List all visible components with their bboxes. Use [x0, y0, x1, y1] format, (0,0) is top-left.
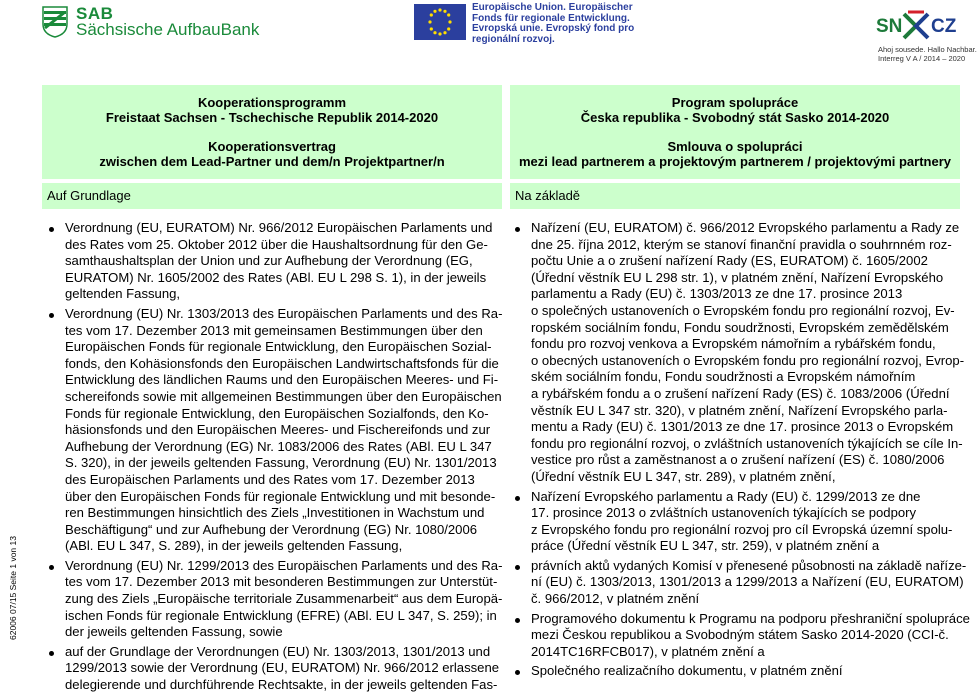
legal-basis-item-de	[42, 643, 500, 694]
sncz-tagline	[878, 46, 977, 63]
list-item-line: delegierende und durchführende Rechtsakte, in der jeweils geltenden Fas-	[65, 677, 498, 693]
list-item-line: Fonds für regionale Entwicklung, den Europäischen Sozialfonds, den Ko-	[65, 405, 489, 421]
list-item-line: Europäischen Fonds für regionale Entwicklung, den Europäischen Sozial-	[65, 339, 492, 355]
list-item-line: der jeweils geltenden Fassung, sowie	[65, 624, 283, 640]
legal-basis-item-cz	[508, 220, 965, 486]
list-item-line: Verordnung (EU) Nr. 1299/2013 des Europäischen Parlaments und des Ra-	[65, 557, 503, 573]
list-item-line: geltenden Fassung,	[65, 286, 181, 302]
list-item-line: Nařízení (EU, EURATOM) č. 966/2012 Evropského parlamentu a Rady ze	[531, 220, 960, 235]
sab-logo	[42, 6, 262, 40]
list-item-line: Verordnung (EU) Nr. 1303/2013 des Europäischen Parlaments und des Ra-	[65, 305, 503, 321]
legal-basis-item-de	[42, 305, 503, 555]
list-item-line: počtu Unie a o zrušení nařízení Rady (ES, EURATOM) č. 1605/2002	[531, 253, 928, 269]
sncz-tagline-line: Interreg V A / 2014 – 2020	[878, 53, 966, 63]
sncz-sn-text: SN	[876, 16, 903, 37]
sncz-cz-text: CZ	[931, 16, 957, 37]
list-item-line: z Evropského fondu pro regionální rozvoj pro cíl Evropská územní spolu-	[531, 521, 953, 537]
list-item-line: des Europäischen Parlaments und des Rates vom 17. Dezember 2013	[65, 471, 475, 487]
list-item-line: Entwicklung des ländlichen Raums und den Europäischen Meeres- und Fi-	[65, 372, 499, 388]
list-item-line: S. 320), in der jeweils geltenden Fassung, Verordnung (EU) Nr. 1301/2013	[65, 455, 497, 471]
interreg-sn-cz-logo	[876, 8, 977, 64]
section-heading-cz: Na základě	[510, 183, 960, 209]
list-item-line: mezi Českou republikou a Svobodným státem Sasko 2014-2020 (CCI-č.	[531, 627, 949, 643]
list-item-line: a rybářském fondu a o zrušení nařízení Rady (ES) č. 1083/2006 (Úřední	[531, 385, 950, 401]
list-item-line: věstník EU L 347 str. 320), v platném znění, Nařízení Evropského parla-	[531, 402, 948, 418]
eu-logo-line: Evropská unie. Evropský fond pro	[472, 23, 635, 34]
sncz-tagline-line: Ahoj sousede. Hallo Nachbar.	[878, 45, 977, 54]
list-item-line: fonds, den Kohäsionsfonds den Europäischen Landwirtschaftsfonds für die	[65, 355, 499, 371]
sab-logo-title: SAB	[76, 4, 114, 23]
eu-flag-icon	[414, 4, 466, 40]
list-item-line: 17. prosince 2013 o zvláštních ustanoveních týkajících se podpory	[531, 505, 917, 521]
legal-basis-item-de	[42, 557, 503, 641]
list-item-line: (Úřední věstník EU L 298 str. 1), v platném znění, Nařízení Evropského	[531, 269, 944, 285]
list-item-line: ní (EU) č. 1303/2013, 1301/2013 a 1299/2013 a Nařízení (EU, EURATOM)	[531, 574, 964, 590]
list-item-line: Programového dokumentu k Programu na podporu přeshraniční spolupráce	[531, 610, 970, 626]
list-item-line: Společného realizačního dokumentu, v platném znění	[531, 663, 843, 679]
legal-basis-item-cz	[508, 663, 956, 680]
list-item-line: tes vom 17. Dezember 2013 mit gemeinsamen Bestimmungen über den	[65, 322, 483, 338]
contract-subtitle-cz: mezi lead partnerem a projektovým partnerem / projektovými partnery	[518, 154, 952, 169]
header-box-german	[42, 85, 502, 179]
contract-title-cz: Smlouva o spolupráci	[667, 139, 803, 154]
list-item-line: práce (Úřední věstník EU L 347, str. 259), v platném znění a	[531, 538, 880, 554]
list-item-line: EURATOM) Nr. 1605/2002 des Rates (ABl. EU L 298 S. 1), in der jeweils	[65, 269, 487, 285]
side-footer: 62006 07/15 Seite 1 von 13	[8, 536, 18, 640]
legal-basis-item-cz	[508, 489, 956, 555]
list-item-line: Verordnung (EU, EURATOM) Nr. 966/2012 Europäischen Parlaments und	[65, 220, 493, 235]
list-item-line: (Úřední věstník EU L 347, str. 289), v platném znění,	[531, 468, 836, 484]
program-subtitle-de: Freistaat Sachsen - Tschechische Republik 2014-2020	[105, 110, 439, 125]
saxony-coat-of-arms-icon	[42, 6, 68, 38]
list-item-line: o obecných ustanoveních o Evropském fondu pro regionální rozvoj, Evrop-	[531, 352, 965, 368]
list-item-line: 2014TC16RFCB017), v platném znění a	[531, 643, 765, 659]
list-item-line: o společných ustanoveních o Evropském fondu pro regionální rozvoj, Ev-	[531, 302, 955, 318]
list-item-line: vestice pro růst a zaměstnanost a o zrušení nařízení (ES) č. 1080/2006	[531, 452, 945, 468]
list-item-line: über den Europäischen Fonds für regionale Entwicklung und mit besonde-	[65, 488, 496, 504]
list-item-line: des Rates vom 25. Oktober 2012 über die Haushaltsordnung für den Ge-	[65, 236, 488, 252]
sab-logo-subtitle: Sächsische AufbauBank	[76, 20, 260, 39]
eu-logo-line: regionální rozvoj.	[472, 33, 555, 45]
list-item-line: ropském sociálním fondu, Fondu soudržnosti, Evropském zemědělském	[531, 319, 949, 335]
list-item-line: ském sociálním fondu, Fondu soudržnosti a Evropském námořním	[531, 369, 916, 385]
section-heading-de: Auf Grundlage	[42, 183, 502, 209]
legal-basis-item-de	[42, 220, 493, 303]
list-item-line: mentu a Rady (EU) č. 1301/2013 ze dne 17. prosince 2013 o Evropském	[531, 419, 954, 435]
contract-title-de: Kooperationsvertrag	[208, 139, 336, 154]
list-item-line: ren Bestimmungen hinsichtlich des Ziels „Investitionen in Wachstum und	[65, 505, 485, 521]
list-item-line: (ABl. EU L 347, S. 289), in der jeweils geltenden Fassung,	[65, 538, 403, 554]
eu-logo-text	[472, 3, 634, 45]
list-item-line: právních aktů vydaných Komisí v přenesené působnosti na základě naříze-	[531, 557, 967, 573]
contract-subtitle-de: zwischen dem Lead-Partner und dem/n Projektpartner/n	[99, 154, 445, 169]
list-item-line: samthaushaltsplan der Union und zur Aufhebung der Verordnung (EG,	[65, 253, 473, 269]
legal-basis-list-de	[42, 220, 503, 697]
header-box-czech	[510, 85, 960, 179]
list-item-line: fondu pro regionální rozvoj, o zvláštních ustanoveních týkajících se cíle In-	[531, 435, 963, 451]
list-item-line: č. 966/2012, v platném znění	[531, 591, 700, 607]
list-item-line: Beschäftigung“ und zur Aufhebung der Verordnung (EG) Nr. 1080/2006	[65, 521, 478, 537]
eu-logo-line: Fonds für regionale Entwicklung.	[472, 12, 630, 24]
program-subtitle-cz: Česka republika - Svobodný stát Sasko 2014-2020	[580, 110, 890, 125]
list-item-line: tes vom 17. Dezember 2013 mit besonderen Bestimmungen zur Unterstüt-	[65, 574, 498, 590]
list-item-line: dne 25. října 2012, kterým se stanoví finanční pravidla o souhrnném roz-	[531, 236, 952, 252]
list-item-line: parlamentu a Rady (EU) č. 1303/2013 ze dne 17. prosince 2013	[531, 286, 903, 302]
list-item-line: Nařízení Evropského parlamentu a Rady (EU) č. 1299/2013 ze dne	[531, 488, 921, 504]
list-item-line: ischen Fonds für regionale Entwicklung (EFRE) (ABl. EU L 347, S. 259); in	[65, 607, 497, 623]
list-item-line: Aufhebung der Verordnung (EG) Nr. 1083/2006 des Rates (ABl. EU L 347	[65, 438, 492, 454]
eu-logo-line: Europäische Union. Europäischer	[472, 2, 633, 13]
interreg-mark-icon	[898, 8, 934, 44]
legal-basis-list-cz	[508, 220, 970, 683]
list-item-line: 1299/2013 sowie der Verordnung (EU, EURATOM) Nr. 966/2012 erlassene	[65, 660, 500, 676]
list-item-line: fondu pro rozvoj venkova a Evropském námořním a rybářském fondu,	[531, 336, 936, 352]
list-item-line: häsionsfonds und den Europäischen Meeres- und Fischereifonds und zur	[65, 422, 491, 438]
legal-basis-item-cz	[508, 557, 967, 608]
legal-basis-item-cz	[508, 610, 970, 661]
list-item-line: auf der Grundlage der Verordnungen (EU) Nr. 1303/2013, 1301/2013 und	[65, 643, 491, 659]
list-item-line: zung des Ziels „Europäische territoriale Zusammenarbeit“ aus dem Europä-	[65, 591, 503, 607]
program-title-de: Kooperationsprogramm	[197, 95, 347, 110]
eu-efre-logo	[414, 2, 635, 45]
list-item-line: schereifonds sowie mit allgemeinen Bestimmungen über den Europäischen	[65, 388, 502, 404]
program-title-cz: Program spolupráce	[671, 95, 799, 110]
